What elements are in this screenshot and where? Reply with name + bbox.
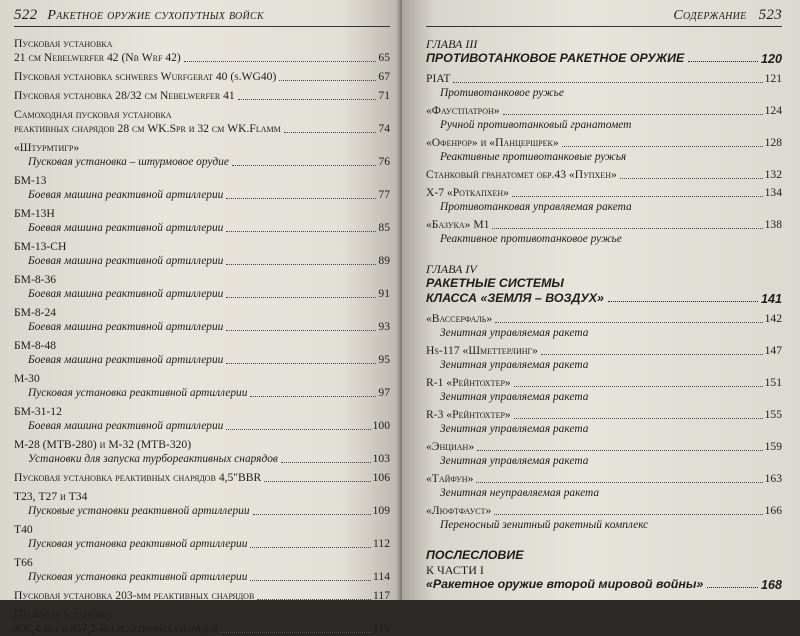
toc-entry-title: М-28 (МТВ-280) и М-32 (МТВ-320) — [14, 438, 192, 451]
chapter-4-page: 141 — [760, 292, 782, 306]
toc-entry-subtitle: Пусковая установка реактивной артиллерии — [28, 387, 248, 399]
toc-line — [14, 188, 390, 202]
leader-dots — [503, 114, 763, 115]
toc-line — [426, 312, 782, 326]
toc-entry-title: R-1 «Рейнтохтер» — [426, 376, 511, 389]
afterword-subtitle: «Ракетное оружие второй мировой войны» — [426, 577, 704, 591]
toc-entry — [14, 273, 390, 301]
toc-entry — [14, 608, 390, 636]
leader-dots — [608, 301, 758, 302]
toc-entry — [14, 556, 390, 584]
toc-entry-title: «Штурмтигр» — [14, 141, 80, 154]
leader-dots — [492, 228, 762, 229]
toc-line — [14, 622, 390, 636]
toc-line — [14, 122, 390, 136]
leader-dots — [220, 632, 371, 633]
toc-entry-title: БМ-8-48 — [14, 339, 57, 352]
toc-entry-title: «Тайфун» — [426, 472, 474, 485]
left-page-number: 522 — [14, 7, 38, 23]
leader-dots — [226, 363, 376, 364]
toc-entry — [426, 376, 782, 404]
toc-entry-subtitle: Боевая машина реактивной артиллерии — [28, 321, 224, 333]
toc-entry-title: Пусковая установка 28/32 см Nebelwerfer 41 — [14, 89, 235, 102]
toc-line — [426, 104, 782, 118]
leader-dots — [494, 514, 762, 515]
leader-dots — [284, 132, 377, 133]
leader-dots — [226, 264, 376, 265]
toc-entry — [14, 207, 390, 235]
toc-entry — [14, 438, 390, 466]
toc-entry-title: Станковый гранатомет обр.43 «Пупхен» — [426, 168, 617, 181]
leader-dots — [453, 82, 762, 83]
toc-entry-subtitle: Боевая машина реактивной артиллерии — [28, 222, 224, 234]
leader-dots — [514, 386, 763, 387]
toc-page-number: 114 — [373, 570, 390, 583]
leader-dots — [226, 198, 376, 199]
toc-line — [14, 51, 390, 65]
toc-page-number: 85 — [378, 221, 390, 234]
toc-entry-title: R-3 «Рейнтохтер» — [426, 408, 511, 421]
left-toc-list — [14, 37, 390, 636]
left-running-head — [14, 7, 390, 27]
toc-entry-subtitle: Реактивное противотанковое ружье — [440, 233, 622, 245]
chapter-3-label: ГЛАВА III — [426, 37, 478, 51]
toc-entry-title: БМ-13Н — [14, 207, 55, 220]
leader-dots — [281, 462, 371, 463]
toc-entry-title: Пусковая установка реактивных снарядов 4,5"BBR — [14, 471, 262, 484]
right-page — [402, 0, 800, 600]
toc-entry-title: Пусковая установка schweres Wurfgerat 40 (s.WG40) — [14, 70, 277, 83]
toc-line — [14, 589, 390, 603]
toc-line — [426, 472, 782, 486]
toc-entry — [426, 218, 782, 246]
toc-line — [14, 452, 390, 466]
toc-entry-subtitle: Зенитная управляемая ракета — [440, 359, 589, 371]
afterword-label: К ЧАСТИ I — [426, 563, 484, 577]
toc-entry-title: 21 см Nebelwerfer 42 (Nb Wrf 42) — [14, 51, 181, 64]
left-running-title: Ракетное оружие сухопутных войск — [47, 8, 264, 23]
chapter-4-title-line1: РАКЕТНЫЕ СИСТЕМЫ — [426, 276, 564, 290]
toc-page-number: 155 — [764, 408, 782, 421]
toc-entry — [14, 174, 390, 202]
toc-page-number: 95 — [378, 353, 390, 366]
leader-dots — [226, 231, 376, 232]
toc-page-number: 76 — [378, 155, 390, 168]
chapter-3-heading — [426, 37, 782, 66]
toc-entry-title: Т23, Т27 и Т34 — [14, 490, 88, 503]
toc-entry — [14, 70, 390, 84]
toc-entry — [14, 372, 390, 400]
toc-entry — [14, 89, 390, 103]
toc-entry-title: М-30 — [14, 372, 40, 385]
leader-dots — [226, 429, 370, 430]
toc-page-number: 65 — [378, 51, 390, 64]
toc-page-number: 166 — [764, 504, 782, 517]
toc-entry-subtitle: Ручной противотанковый гранатомет — [440, 119, 632, 131]
toc-entry-title: Х-7 «Роткапхен» — [426, 186, 509, 199]
toc-entry-subtitle: Зенитная управляемая ракета — [440, 391, 589, 403]
toc-entry-title: Т40 — [14, 523, 33, 536]
toc-page-number: 67 — [378, 70, 390, 83]
toc-entry-subtitle: Боевая машина реактивной артиллерии — [28, 354, 224, 366]
toc-line — [14, 155, 390, 169]
toc-entry-title: «Энциан» — [426, 440, 475, 453]
toc-entry-subtitle: Зенитная управляемая ракета — [440, 423, 589, 435]
toc-entry-subtitle: Боевая машина реактивной артиллерии — [28, 255, 224, 267]
toc-entry-title: БМ-31-12 — [14, 405, 62, 418]
leader-dots — [476, 482, 762, 483]
chapter-4-label: ГЛАВА IV — [426, 262, 477, 276]
toc-page-number: 121 — [764, 72, 782, 85]
toc-page-number: 119 — [373, 622, 390, 635]
toc-entry-title: реактивных снарядов 28 см WK.Spr и 32 см WK.Flamm — [14, 122, 281, 135]
toc-line — [14, 353, 390, 367]
toc-entry-title: «Люфтфауст» — [426, 504, 492, 517]
toc-entry — [14, 471, 390, 485]
afterword-page: 168 — [760, 578, 782, 592]
toc-entry-title: БМ-8-36 — [14, 273, 57, 286]
chapter-4-list — [426, 312, 782, 532]
toc-line — [14, 70, 390, 84]
toc-line — [14, 570, 390, 584]
toc-entry-title: Пусковая установка 203-мм реактивных снарядов — [14, 589, 255, 602]
toc-entry-subtitle: Реактивные противотанковые ружья — [440, 151, 627, 163]
chapter-3-title: ПРОТИВОТАНКОВОЕ РАКЕТНОЕ ОРУЖИЕ — [426, 51, 685, 65]
toc-entry — [14, 405, 390, 433]
toc-entry — [14, 339, 390, 367]
toc-entry — [426, 186, 782, 214]
toc-entry-title: БМ-13-СН — [14, 240, 67, 253]
toc-line — [14, 287, 390, 301]
toc-entry-title: 406,4-мм и 457,2-мм реактивных снарядов — [14, 622, 218, 635]
leader-dots — [226, 297, 376, 298]
chapter-3-list — [426, 72, 782, 246]
leader-dots — [264, 481, 370, 482]
toc-entry-subtitle: Боевая машина реактивной артиллерии — [28, 420, 224, 432]
afterword-title: ПОСЛЕСЛОВИЕ — [426, 548, 524, 562]
toc-entry-subtitle: Зенитная неуправляемая ракета — [440, 487, 600, 499]
leader-dots — [279, 80, 376, 81]
leader-dots — [253, 514, 371, 515]
toc-entry — [14, 108, 390, 136]
toc-entry-subtitle: Противотанковая управляемая ракета — [440, 201, 632, 213]
toc-page-number: 147 — [764, 344, 782, 357]
toc-page-number: 124 — [764, 104, 782, 117]
toc-entry-title: БМ-13 — [14, 174, 47, 187]
toc-page-number: 89 — [378, 254, 390, 267]
toc-entry — [426, 504, 782, 532]
toc-entry — [426, 104, 782, 132]
toc-entry — [426, 136, 782, 164]
toc-page-number: 112 — [373, 537, 390, 550]
toc-line — [426, 186, 782, 200]
toc-entry — [14, 240, 390, 268]
toc-entry — [14, 141, 390, 169]
toc-entry-subtitle: Пусковая установка реактивной артиллерии — [28, 538, 248, 550]
toc-entry — [426, 344, 782, 372]
toc-entry — [426, 440, 782, 468]
toc-entry-title: Самоходная пусковая установка — [14, 108, 172, 121]
toc-page-number: 77 — [378, 188, 390, 201]
toc-line — [426, 168, 782, 182]
toc-entry — [14, 523, 390, 551]
afterword-heading — [426, 548, 782, 592]
toc-line — [426, 408, 782, 422]
toc-entry-subtitle: Пусковые установки реактивной артиллерии — [28, 505, 250, 517]
toc-entry-subtitle: Переносный зенитный ракетный комплекс — [440, 519, 649, 531]
toc-page-number: 151 — [764, 376, 782, 389]
toc-entry-subtitle: Зенитная управляемая ракета — [440, 455, 589, 467]
toc-entry-subtitle: Установки для запуска турбореактивных снарядов — [28, 453, 278, 465]
leader-dots — [250, 547, 371, 548]
toc-entry-title: «Фаустпатрон» — [426, 104, 500, 117]
leader-dots — [257, 599, 371, 600]
toc-page-number: 93 — [378, 320, 390, 333]
toc-entry-title: «Вассерфаль» — [426, 312, 493, 325]
toc-entry-title: БМ-8-24 — [14, 306, 57, 319]
toc-line — [14, 419, 390, 433]
leader-dots — [541, 354, 763, 355]
toc-line — [426, 218, 782, 232]
right-page-number: 523 — [758, 7, 782, 23]
leader-dots — [620, 178, 763, 179]
leader-dots — [495, 322, 762, 323]
toc-page-number: 132 — [764, 168, 782, 181]
leader-dots — [238, 99, 377, 100]
toc-line — [14, 221, 390, 235]
leader-dots — [707, 587, 758, 588]
toc-entry — [426, 312, 782, 340]
toc-page-number: 109 — [372, 504, 390, 517]
toc-page-number: 100 — [372, 419, 390, 432]
right-running-title: Содержание — [673, 8, 747, 23]
toc-page-number: 71 — [378, 89, 390, 102]
leader-dots — [688, 61, 758, 62]
toc-entry-title: Т66 — [14, 556, 33, 569]
toc-entry-title: PIAT — [426, 72, 451, 85]
toc-entry — [14, 306, 390, 334]
toc-entry — [14, 589, 390, 603]
toc-page-number: 106 — [372, 471, 390, 484]
toc-page-number: 159 — [764, 440, 782, 453]
toc-entry — [14, 490, 390, 518]
leader-dots — [232, 165, 376, 166]
toc-line — [426, 440, 782, 454]
leader-dots — [250, 580, 371, 581]
toc-page-number: 138 — [764, 218, 782, 231]
leader-dots — [562, 146, 763, 147]
toc-page-number: 134 — [764, 186, 782, 199]
chapter-4-title-line2: КЛАССА «ЗЕМЛЯ – ВОЗДУХ» — [426, 291, 604, 305]
toc-page-number: 103 — [372, 452, 390, 465]
toc-entry-title: Пусковая установка — [14, 37, 113, 50]
toc-page-number: 163 — [764, 472, 782, 485]
toc-line — [14, 471, 390, 485]
toc-entry — [426, 408, 782, 436]
toc-page-number: 74 — [378, 122, 390, 135]
toc-entry-title: «Офенрор» и «Панцершрек» — [426, 136, 559, 149]
toc-line — [14, 320, 390, 334]
leader-dots — [514, 418, 763, 419]
toc-entry-subtitle: Боевая машина реактивной артиллерии — [28, 189, 224, 201]
leader-dots — [226, 330, 376, 331]
leader-dots — [512, 196, 763, 197]
toc-page-number: 117 — [373, 589, 390, 602]
toc-line — [14, 386, 390, 400]
toc-page-number: 128 — [764, 136, 782, 149]
toc-entry — [426, 472, 782, 500]
toc-entry-subtitle: Зенитная управляемая ракета — [440, 327, 589, 339]
toc-entry-subtitle: Пусковая установка реактивной артиллерии — [28, 571, 248, 583]
toc-entry — [426, 168, 782, 182]
toc-line — [426, 136, 782, 150]
toc-page-number: 91 — [378, 287, 390, 300]
right-running-head — [426, 7, 782, 27]
toc-line — [14, 504, 390, 518]
toc-entry-title: «Базука» М1 — [426, 218, 490, 231]
toc-line — [14, 537, 390, 551]
toc-page-number: 97 — [378, 386, 390, 399]
toc-entry — [14, 37, 390, 65]
toc-line — [14, 89, 390, 103]
leader-dots — [477, 450, 762, 451]
toc-entry-subtitle: Противотанковое ружье — [440, 87, 564, 99]
toc-entry-title: Пусковая установка — [14, 608, 113, 621]
toc-line — [426, 376, 782, 390]
toc-line — [14, 254, 390, 268]
toc-page-number: 142 — [764, 312, 782, 325]
toc-entry-subtitle: Пусковая установка – штурмовое орудие — [28, 156, 229, 168]
chapter-3-page: 120 — [760, 52, 782, 66]
leader-dots — [184, 61, 377, 62]
toc-line — [426, 344, 782, 358]
leader-dots — [250, 396, 376, 397]
toc-line — [426, 504, 782, 518]
toc-entry-subtitle: Боевая машина реактивной артиллерии — [28, 288, 224, 300]
toc-entry-title: Hs-117 «Шметтерлинг» — [426, 344, 538, 357]
toc-line — [426, 72, 782, 86]
toc-entry — [426, 72, 782, 100]
chapter-4-heading — [426, 262, 782, 306]
